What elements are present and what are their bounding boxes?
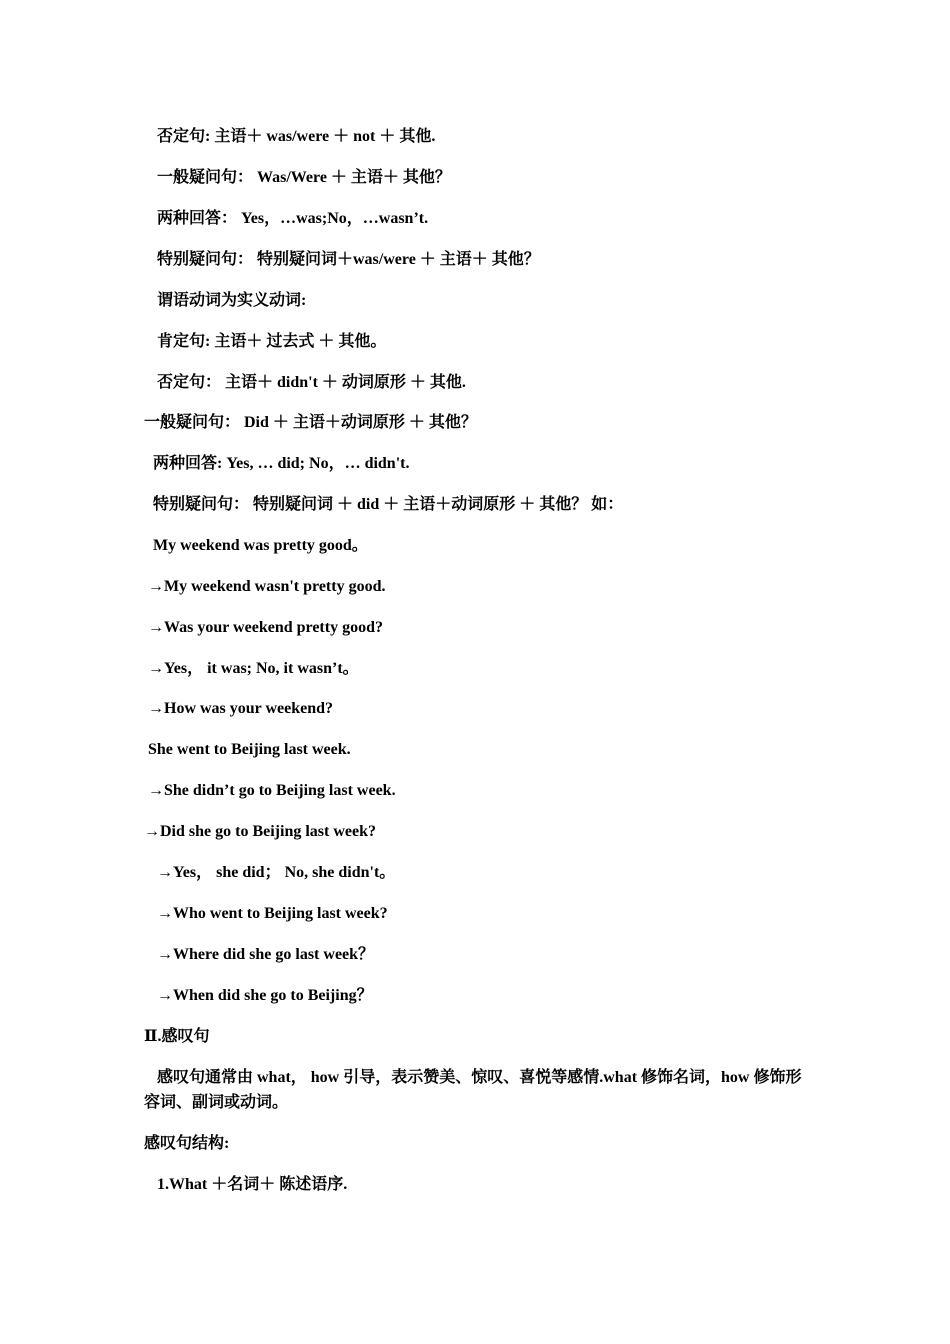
- example-sentence-2: She went to Beijing last week.: [148, 741, 351, 758]
- example-question-1: →Was your weekend pretty good?: [148, 619, 383, 636]
- example-answers-1: →Yes， it was; No, it wasn’t。: [148, 660, 359, 677]
- exclamatory-description-paragraph: 感叹句通常由 what， how 引导，表示赞美、惊叹、喜悦等感情.what 修饰名词，how 修饰形容词、副词或动词。: [144, 1069, 802, 1111]
- example-sentence-1: My weekend was pretty good。: [153, 537, 368, 554]
- past-verb-wh-question-line: 特别疑问句： 特别疑问词 ＋ did ＋ 主语＋动词原形 ＋ 其他？ 如：: [153, 496, 624, 513]
- exclamatory-section-heading: Ⅱ.感叹句: [144, 1028, 210, 1045]
- example-answers-2: →Yes， she did； No, she didn't。: [157, 864, 396, 881]
- example-wh-question-1: →How was your weekend?: [148, 700, 334, 717]
- past-verb-affirmative-line: 肯定句: 主语＋ 过去式 ＋ 其他。: [157, 333, 387, 350]
- past-verb-answers-line: 两种回答: Yes, … did; No，… didn't.: [153, 455, 410, 472]
- past-be-wh-question-line: 特别疑问句： 特别疑问词＋was/were ＋ 主语＋ 其他？: [157, 251, 540, 268]
- example-who-question-2: →Who went to Beijing last week?: [157, 905, 388, 922]
- past-be-answers-line: 两种回答： Yes，…was;No，…wasn’t.: [157, 210, 429, 227]
- past-be-question-line: 一般疑问句： Was/Were ＋ 主语＋ 其他？: [157, 169, 451, 186]
- example-negative-1: →My weekend wasn't pretty good.: [148, 578, 386, 595]
- past-verb-negative-line: 否定句： 主语＋ didn't ＋ 动词原形 ＋ 其他.: [157, 374, 466, 391]
- example-question-2: →Did she go to Beijing last week?: [144, 823, 376, 840]
- exclamatory-structure-item-1: 1.What ＋名词＋ 陈述语序.: [157, 1176, 348, 1193]
- past-verb-question-line: 一般疑问句： Did ＋ 主语＋动词原形 ＋ 其他？: [144, 414, 477, 431]
- example-where-question-2: →Where did she go last week？: [157, 946, 375, 963]
- exclamatory-structure-heading: 感叹句结构:: [144, 1135, 230, 1152]
- notional-verb-heading: 谓语动词为实义动词:: [157, 292, 307, 309]
- past-be-negative-line: 否定句: 主语＋ was/were ＋ not ＋ 其他.: [157, 128, 436, 145]
- example-negative-2: →She didn’t go to Beijing last week.: [148, 782, 396, 799]
- example-when-question-2: →When did she go to Beijing？: [157, 987, 373, 1004]
